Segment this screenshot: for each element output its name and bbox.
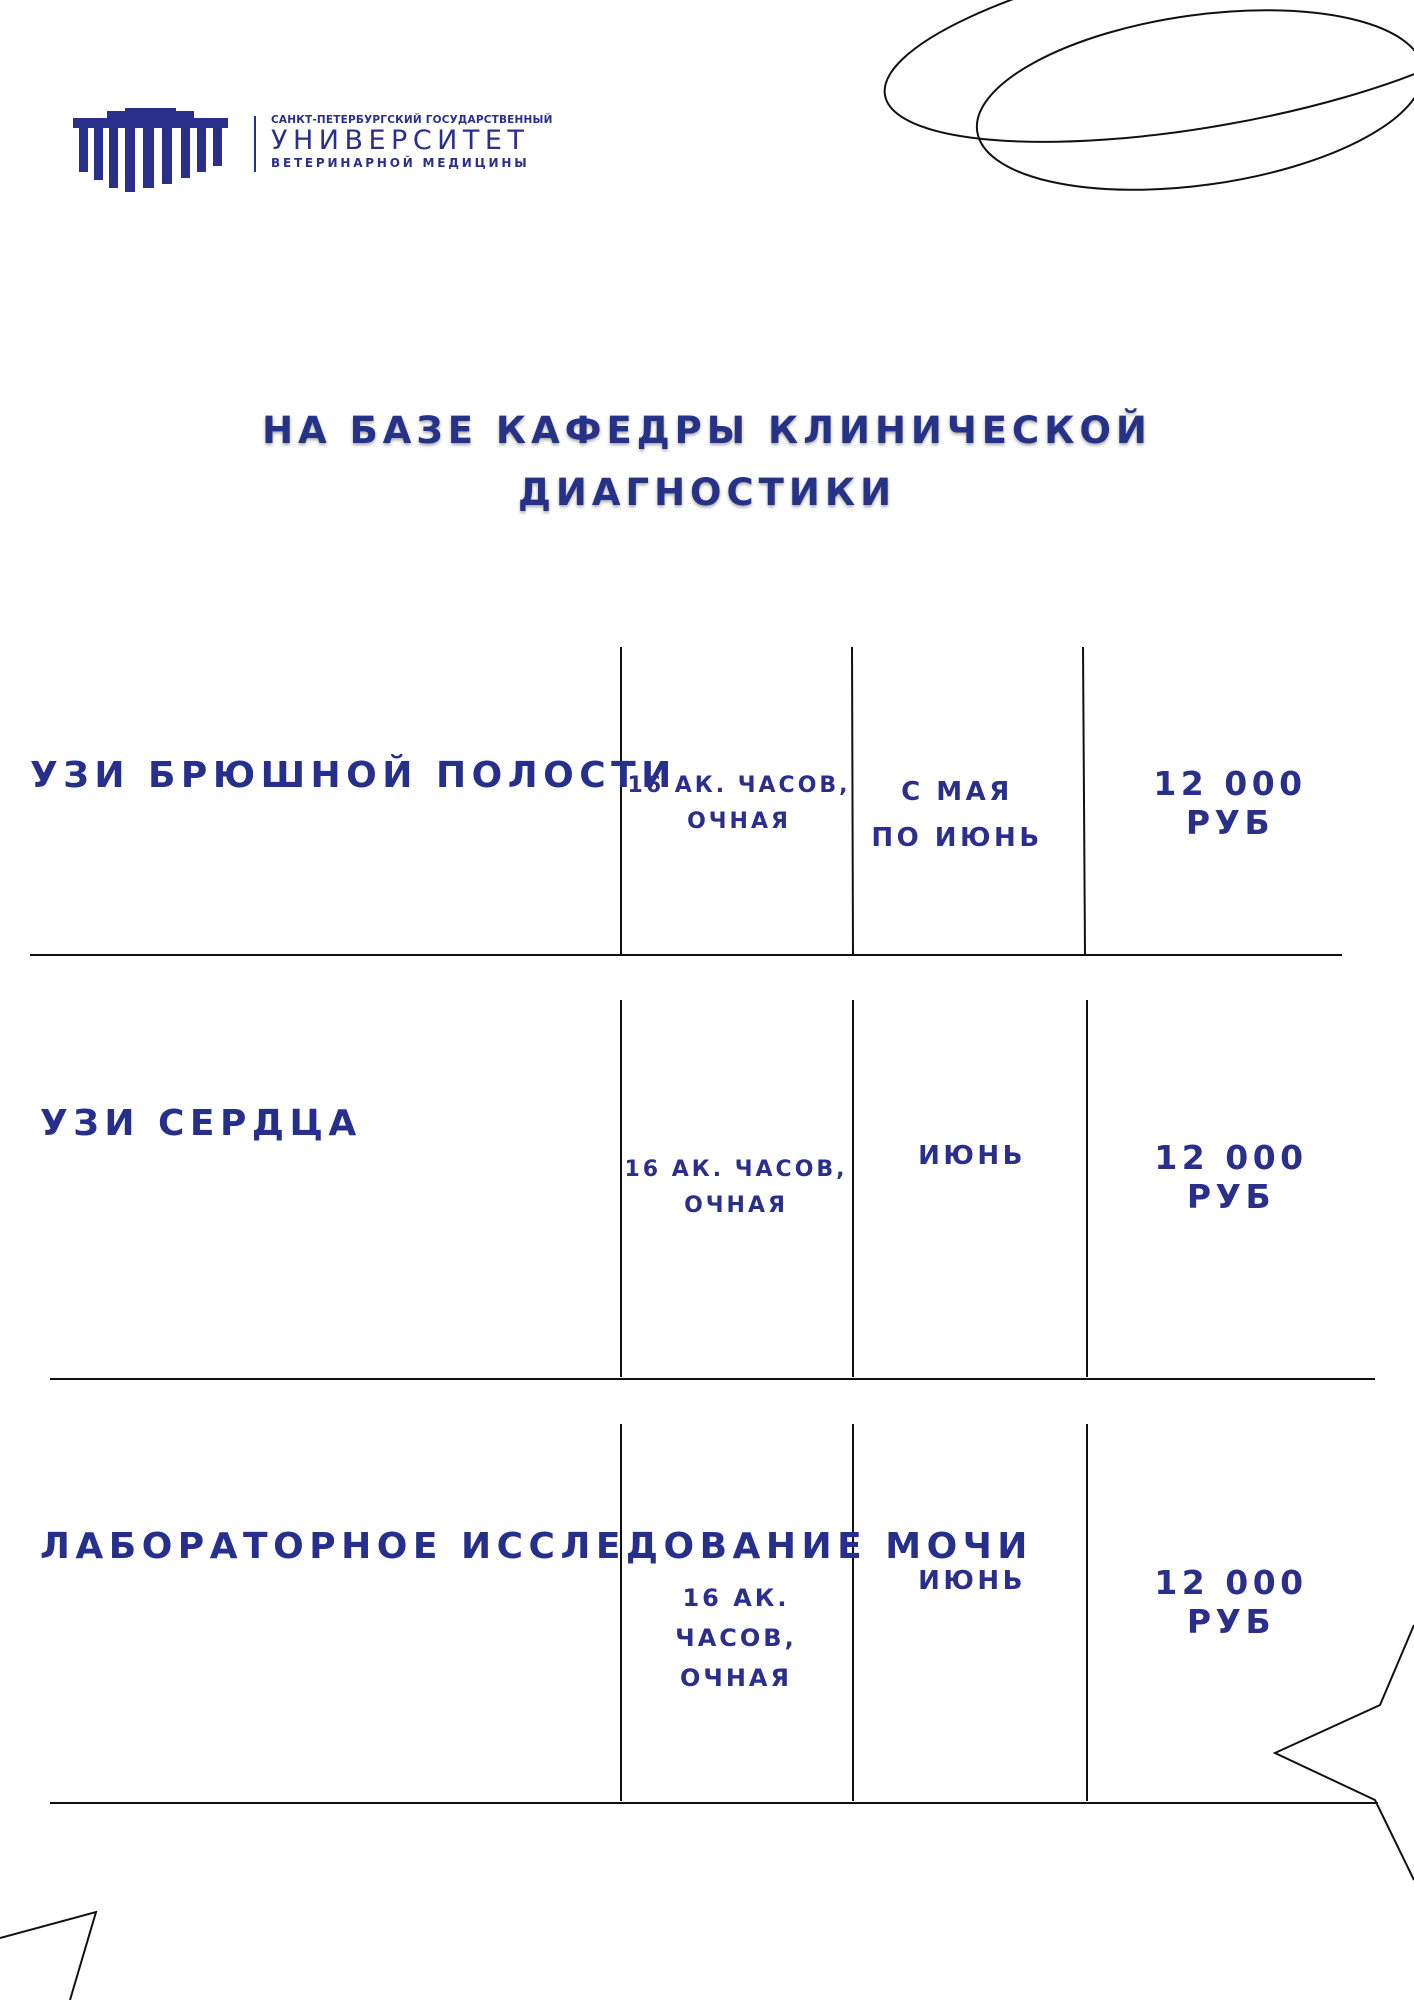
decor-ellipse-right bbox=[965, 0, 1414, 215]
row2-period bbox=[857, 1133, 1087, 1179]
row3-hours-line-1: 16 АК. ЧАСОВ, bbox=[675, 1584, 797, 1652]
row1-hours-line-1: 16 АК. ЧАСОВ, bbox=[627, 773, 851, 798]
row3-course-line-1: ЛАБОРАТОРНОЕ bbox=[40, 1526, 443, 1567]
row3-period bbox=[857, 1558, 1087, 1604]
row2-course-line-1: УЗИ СЕРДЦА bbox=[40, 1103, 362, 1144]
row3-course-line-2: ИССЛЕДОВАНИЕ МОЧИ bbox=[460, 1526, 1033, 1567]
row3-hours-line-2: ОЧНАЯ bbox=[680, 1664, 792, 1692]
row2-hours bbox=[621, 1152, 851, 1224]
page-title bbox=[207, 400, 1207, 524]
row3-period-line-1: ИЮНЬ bbox=[918, 1566, 1026, 1596]
row2-price: 12 000 РУБ bbox=[1154, 1138, 1308, 1216]
logo-wordmark bbox=[271, 114, 551, 170]
row1-period-line-2: ПО ИЮНЬ bbox=[871, 823, 1043, 853]
row1-period bbox=[842, 769, 1072, 861]
title-line-2: ДИАГНОСТИКИ bbox=[517, 471, 897, 514]
decor-ellipse-left bbox=[870, 0, 1414, 182]
title-line-1: НА БАЗЕ КАФЕДРЫ КЛИНИЧЕСКОЙ bbox=[262, 409, 1152, 452]
logo-divider bbox=[254, 116, 256, 172]
columns-logo-icon bbox=[73, 108, 228, 192]
row3-price: 12 000 РУБ bbox=[1154, 1563, 1308, 1641]
logo-line-1: САНКТ-ПЕТЕРБУРГСКИЙ ГОСУДАРСТВЕННЫЙ bbox=[271, 114, 553, 126]
row1-course-line-2: ПОЛОСТИ bbox=[435, 755, 677, 796]
row2-hours-line-2: ОЧНАЯ bbox=[684, 1193, 788, 1218]
logo-line-2: УНИВЕРСИТЕТ bbox=[271, 125, 530, 156]
row2-course bbox=[40, 1093, 362, 1155]
row2-period-line-1: ИЮНЬ bbox=[918, 1141, 1026, 1171]
row1-period-line-1: С МАЯ bbox=[901, 777, 1013, 807]
row1-price: 12 000 РУБ bbox=[1153, 764, 1307, 842]
decor-star-bottom-left bbox=[0, 1912, 96, 2000]
row1-divider-3 bbox=[1083, 647, 1085, 955]
row2-hours-line-1: 16 АК. ЧАСОВ, bbox=[624, 1157, 848, 1182]
row1-hours bbox=[624, 768, 854, 840]
university-logo bbox=[73, 108, 553, 198]
decor-star-right bbox=[1275, 1625, 1414, 1880]
row3-hours bbox=[621, 1578, 851, 1698]
row1-hours-line-2: ОЧНАЯ bbox=[687, 809, 791, 834]
row1-course-line-1: УЗИ БРЮШНОЙ bbox=[30, 755, 418, 796]
row1-course bbox=[30, 745, 677, 807]
logo-line-3: ВЕТЕРИНАРНОЙ МЕДИЦИНЫ bbox=[271, 156, 530, 170]
